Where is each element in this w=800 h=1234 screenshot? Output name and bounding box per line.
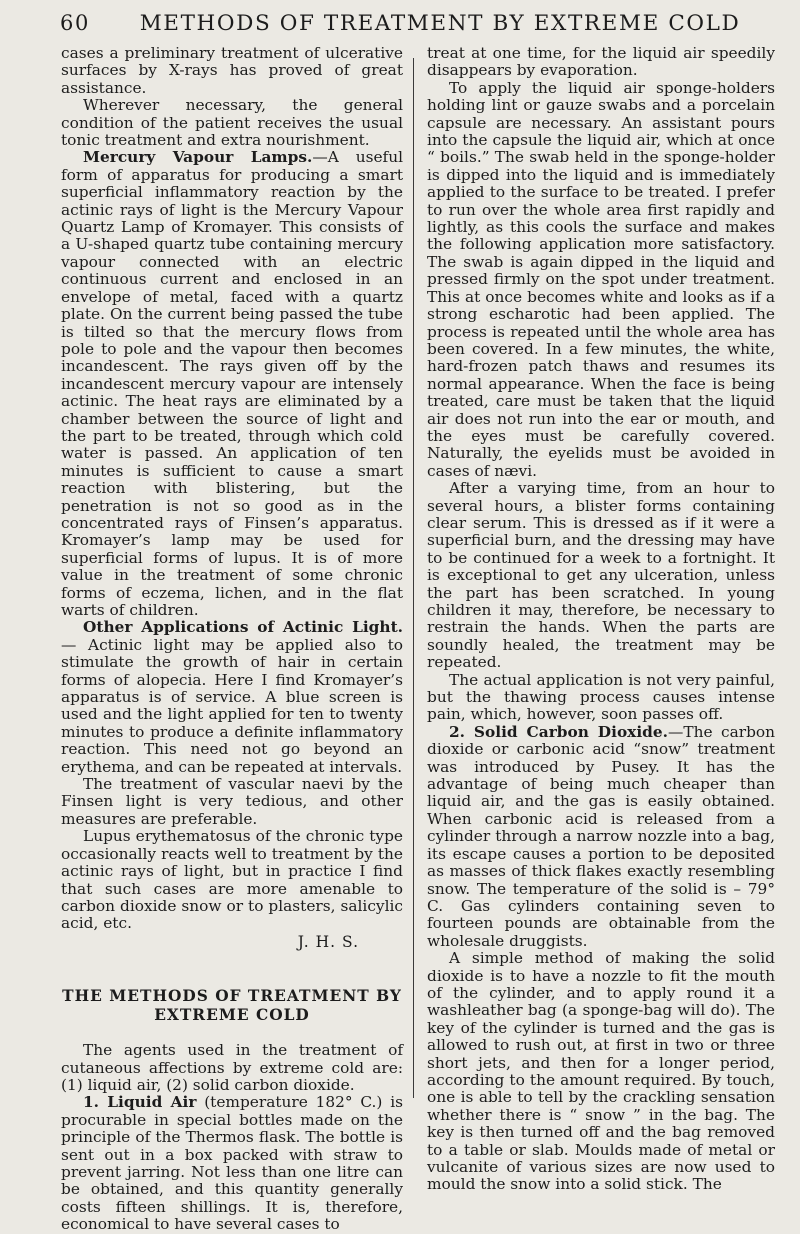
page-number: 60 <box>60 11 90 35</box>
author-initials: J. H. S. <box>297 932 359 951</box>
paragraph: treat at one time, for the liquid air speedily disappears by evaporation. <box>427 44 775 80</box>
paragraph: After a varying time, from an hour to several hours, a blister forms containing clear serum. This is dressed as if it were a superficial burn, and the dressing may have to be continued for a week to a fortnight. It is exceptional to get any ulceration, unless the part has been scratched. In young children it may, therefore, be necessary to restrain the hands. When the parts are soundly healed, the treatment may be repeated. <box>427 479 775 672</box>
section-title <box>61 987 403 1025</box>
paragraph: The actual application is not very painful, but the thawing process causes intense pain, which, however, soon passes off. <box>427 670 775 724</box>
run-in-heading: 1. Liquid Air <box>83 1093 197 1112</box>
paragraph-body: — Actinic light may be applied also to stimulate the growth of hair in certain forms of alopecia. Here I find Kromayer’s apparatus is of service. A blue screen is used and the light applied for ten to twenty minutes to produce a definite inflammatory reaction. This need not go beyond an erythema, and can be repeated at intervals. <box>61 635 403 776</box>
paragraph: cases a preliminary treatment of ulcerative surfaces by X-rays has proved of great assistance. <box>61 44 403 97</box>
run-in-heading: 2. Solid Carbon Dioxide. <box>449 722 668 741</box>
running-head <box>60 8 760 38</box>
section-title-line: EXTREME COLD <box>154 1006 310 1025</box>
paragraph: Lupus erythematosus of the chronic type occasionally reacts well to treatment by the actinic rays of light, but in practice I find that such cases are more amenable to carbon dioxide snow or to plasters, salicylic acid, etc. <box>61 827 403 933</box>
run-in-heading: Mercury Vapour Lamps. <box>83 148 313 167</box>
paragraph <box>427 724 775 950</box>
paragraph-body: —A useful form of apparatus for producing a smart superficial inflammatory reaction by the actinic rays of light is the Mercury Vapour Quartz Lamp of Kromayer. This consists of a U-shaped quartz tube containing mercury vapour connected with an electric continuous current and enclosed in an envelope of metal, faced with a quartz plate. On the current being passed the tube is tilted so that the mercury flows from pole to pole and the vapour then becomes incandescent. The rays given off by the incandescent mercury vapour are intensely actinic. The heat rays are eliminated by a chamber between the source of light and the part to be treated, through which cold water is passed. An application of ten minutes is sufficient to cause a smart reaction with blistering, but the penetration is not so good as in the concentrated rays of Finsen’s apparatus. Kromayer’s lamp may be used for superficial forms of lupus. It is of more value in the treatment of some chronic forms of eczema, lichen, and in the flat warts of children. <box>61 148 404 619</box>
paragraph: Wherever necessary, the general condition of the patient receives the usual tonic treatment and extra nourishment. <box>61 96 403 150</box>
paragraph <box>61 619 403 776</box>
right-column <box>427 45 775 1194</box>
paragraph: A simple method of making the solid dioxide is to have a nozzle to fit the mouth of the cylinder, and to apply round it a washleather bag (a sponge-bag will do). The key of the cylinder is turned and the gas is allowed to rush out, at first in two or three short jets, and then for a longer period, according to the amount required. By touch, one is able to tell by the crackling sensation whether there is “ snow ” in the bag. The key is then turned off and the bag removed to a table or slab. Moulds made of metal or vulcanite of various sizes are now used to mould the snow into a solid stick. The <box>427 949 775 1194</box>
paragraph <box>61 1094 403 1233</box>
paragraph-body: —The carbon dioxide or carbonic acid “snow” treatment was introduced by Pusey. It has the advantage of being much cheaper than liquid air, and the gas is easily obtained. When carbonic acid is released from a cylinder through a narrow nozzle into a bag, its escape causes a portion to be deposited as masses of thick flakes exactly resembling snow. The temperature of the solid is – 79° C. Gas cylinders containing seven to fourteen pounds are obtainable from the wholesale druggists. <box>427 722 776 950</box>
paragraph-body: (temperature 182° C.) is procurable in special bottles made on the principle of the Thermos flask. The bottle is sent out in a box packed with straw to prevent jarring. Not less than one litre can be obtained, and this quantity generally costs fifteen shillings. It is, therefore, economical to have several cases to <box>61 1093 403 1234</box>
paragraph: The treatment of vascular naevi by the Finsen light is very tedious, and other measures are preferable. <box>61 775 403 828</box>
page-header-title: METHODS OF TREATMENT BY EXTREME COLD <box>139 10 741 36</box>
paragraph: The agents used in the treatment of cutaneous affections by extreme cold are: (1) liquid air, (2) solid carbon dioxide. <box>61 1041 403 1094</box>
paragraph <box>61 149 403 619</box>
run-in-heading: Other Applications of Actinic Light. <box>83 618 403 637</box>
left-column <box>61 45 403 1234</box>
section-title-line: THE METHODS OF TREATMENT BY <box>62 987 402 1006</box>
column-divider <box>413 58 414 1098</box>
paragraph: To apply the liquid air sponge-holders holding lint or gauze swabs and a porcelain capsule are necessary. An assistant pours into the capsule the liquid air, which at once “ boils.” The swab held in the sponge-holder is dipped into the liquid and is immediately applied to the surface to be treated. I prefer to run over the whole area first rapidly and lightly, as this cools the surface and makes the following application more satisfactory. The swab is again dipped in the liquid and pressed firmly on the spot under treatment. This at once becomes white and looks as if a strong escharotic had been applied. The process is repeated until the whole area has been covered. In a few minutes, the white, hard-frozen patch thaws and resumes its normal appearance. When the face is being treated, care must be taken that the liquid air does not run into the ear or mouth, and the eyes must be carefully covered. Naturally, the eyelids must be avoided in cases of nævi. <box>427 78 775 480</box>
